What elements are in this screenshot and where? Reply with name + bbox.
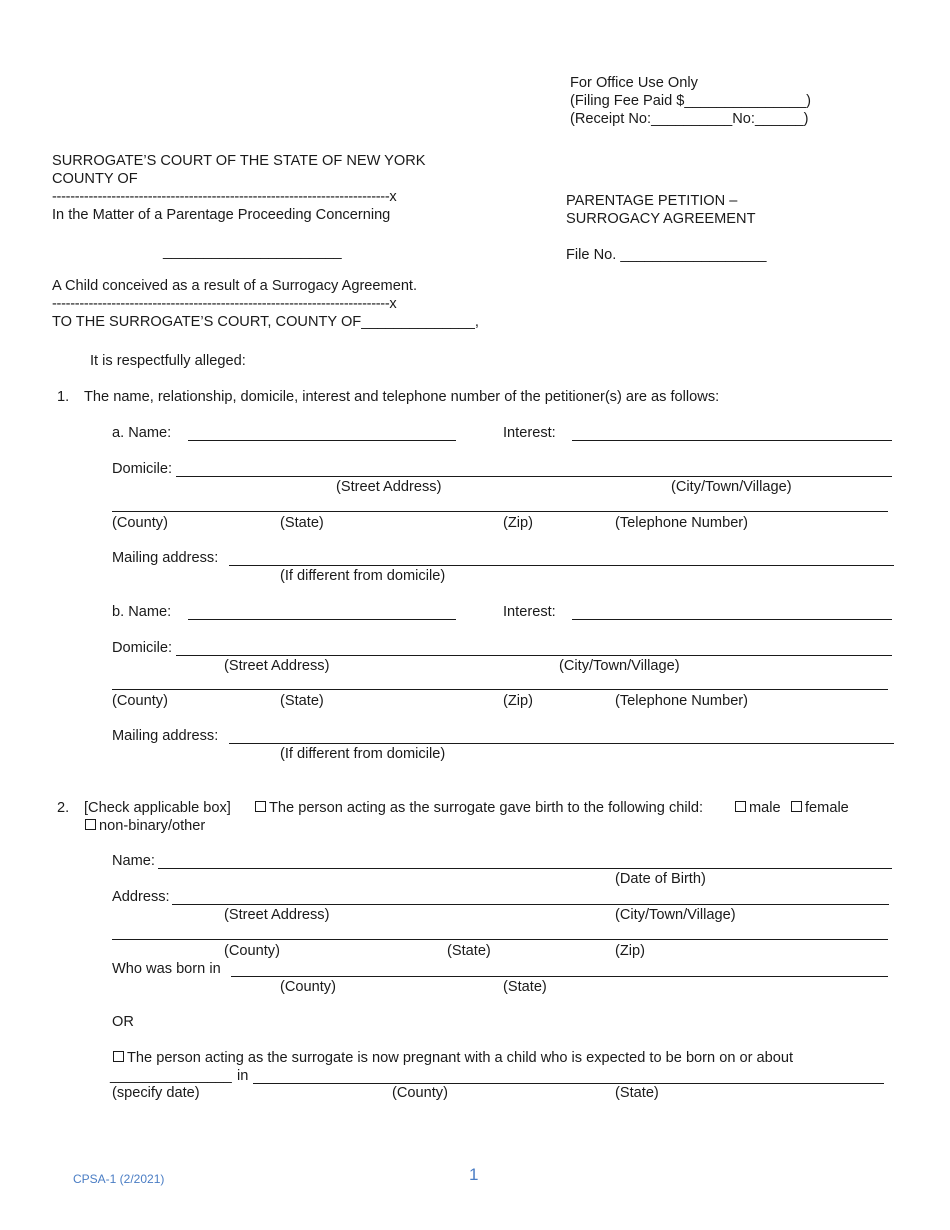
female-label: female <box>805 800 849 816</box>
gave-birth-checkbox[interactable] <box>255 801 266 812</box>
file-number-field[interactable] <box>623 244 783 262</box>
child-address-label: Address: <box>112 889 170 905</box>
petitioner-a-city-caption: (City/Town/Village) <box>671 479 792 495</box>
child-name-label: Name: <box>112 853 155 869</box>
expected-date-blank: _______________ <box>110 1068 232 1084</box>
nonbinary-option[interactable] <box>85 817 205 835</box>
item1-number: 1. <box>57 389 70 405</box>
petitioner-b-name-field[interactable] <box>188 603 460 621</box>
female-option[interactable] <box>791 799 849 817</box>
petitioner-b-state-caption: (State) <box>280 693 324 709</box>
child-county-caption: (County) <box>224 943 280 959</box>
alleged-line: It is respectfully alleged: <box>90 353 246 369</box>
petitioner-a-domicile-label: Domicile: <box>112 461 173 477</box>
matter-line: In the Matter of a Parentage Proceeding Concerning <box>52 207 391 223</box>
expected-county-caption: (County) <box>392 1085 448 1101</box>
court-county-label: COUNTY OF <box>52 171 138 187</box>
petitioner-a-street-caption: (Street Address) <box>336 479 442 495</box>
child-conceived-line: A Child conceived as a result of a Surrogacy Agreement. <box>52 278 418 294</box>
petitioner-b-name-label: b. Name: <box>112 604 172 620</box>
child-name-blank: ______________________ <box>163 244 342 260</box>
petitioner-b-mailing-label: Mailing address: <box>112 728 219 744</box>
petitioner-a-interest-label: Interest: <box>503 425 556 441</box>
child-state-caption: (State) <box>447 943 491 959</box>
male-checkbox[interactable] <box>735 801 746 812</box>
child-city-caption: (City/Town/Village) <box>615 907 736 923</box>
expected-date-input[interactable] <box>110 1066 236 1084</box>
expected-state-caption: (State) <box>615 1085 659 1101</box>
petitioner-a-county-caption: (County) <box>112 515 168 531</box>
petitioner-a-domicile-field[interactable] <box>176 460 896 478</box>
petitioner-b-zip-caption: (Zip) <box>503 693 533 709</box>
petitioner-b-mailing-note: (If different from domicile) <box>280 746 446 762</box>
item2-number: 2. <box>57 800 70 816</box>
petitioner-b-mailing-field[interactable] <box>229 727 898 745</box>
specify-date-caption: (specify date) <box>112 1085 200 1101</box>
petitioner-a-name-field[interactable] <box>188 424 460 442</box>
nonbinary-checkbox[interactable] <box>85 819 96 830</box>
petitioner-a-state-caption: (State) <box>280 515 324 531</box>
child-county-input[interactable] <box>112 923 892 941</box>
gave-birth-text: The person acting as the surrogate gave birth to the following child: <box>269 800 704 816</box>
petitioner-b-county-field[interactable] <box>112 673 892 691</box>
child-zip-caption: (Zip) <box>615 943 645 959</box>
item1-text: The name, relationship, domicile, interest and telephone number of the petitioner(s) are as follows: <box>84 389 720 405</box>
expected-location-input[interactable] <box>253 1067 888 1085</box>
pregnant-text: The person acting as the surrogate is now pregnant with a child who is expected to be born on or about <box>127 1050 794 1066</box>
expected-in-label: in <box>237 1068 249 1084</box>
page-number: 1 <box>469 1165 479 1184</box>
petition-title-line1: PARENTAGE PETITION – <box>566 193 738 209</box>
petitioner-a-mailing-note: (If different from domicile) <box>280 568 446 584</box>
born-county-caption: (County) <box>280 979 336 995</box>
petitioner-a-mailing-label: Mailing address: <box>112 550 219 566</box>
or-separator: OR <box>112 1014 134 1030</box>
file-number: File No. __________________ <box>566 247 767 263</box>
petitioner-a-phone-caption: (Telephone Number) <box>615 515 749 531</box>
petitioner-b-domicile-label: Domicile: <box>112 640 173 656</box>
petitioner-b-interest-field[interactable] <box>572 603 896 621</box>
petition-title-line2: SURROGACY AGREEMENT <box>566 211 756 227</box>
pregnant-checkbox[interactable] <box>113 1051 124 1062</box>
petitioner-a-mailing-field[interactable] <box>229 549 898 567</box>
child-name-field[interactable] <box>163 241 359 259</box>
petitioner-a-county-field[interactable] <box>112 495 892 513</box>
female-checkbox[interactable] <box>791 801 802 812</box>
born-state-caption: (State) <box>503 979 547 995</box>
nonbinary-label: non-binary/other <box>99 818 206 834</box>
child-name-input[interactable] <box>158 852 896 870</box>
petitioner-b-street-caption: (Street Address) <box>224 658 330 674</box>
filing-fee-line: (Filing Fee Paid $_______________) <box>570 93 811 109</box>
pregnant-option[interactable] <box>113 1049 793 1067</box>
petitioner-b-domicile-field[interactable] <box>176 639 896 657</box>
petitioner-b-interest-label: Interest: <box>503 604 556 620</box>
born-in-label: Who was born in <box>112 961 221 977</box>
receipt-line: (Receipt No:__________No:______) <box>570 111 809 127</box>
male-option[interactable] <box>735 799 781 817</box>
office-use-title: For Office Use Only <box>570 75 698 91</box>
child-address-input[interactable] <box>172 888 893 906</box>
gave-birth-option[interactable] <box>255 799 703 817</box>
male-label: male <box>749 800 781 816</box>
date-of-birth-caption: (Date of Birth) <box>615 871 706 887</box>
petitioner-a-name-label: a. Name: <box>112 425 172 441</box>
court-name: SURROGATE’S COURT OF THE STATE OF NEW YORK <box>52 153 426 169</box>
caption-divider-bottom: --------------------------------------------------------------------------x <box>52 296 397 312</box>
child-street-caption: (Street Address) <box>224 907 330 923</box>
petitioner-a-zip-caption: (Zip) <box>503 515 533 531</box>
form-identifier: CPSA-1 (2/2021) <box>73 1172 165 1186</box>
petitioner-b-city-caption: (City/Town/Village) <box>559 658 680 674</box>
petitioner-b-county-caption: (County) <box>112 693 168 709</box>
born-in-input[interactable] <box>231 960 892 978</box>
to-court-line: TO THE SURROGATE’S COURT, COUNTY OF______________, <box>52 314 479 330</box>
petitioner-b-phone-caption: (Telephone Number) <box>615 693 749 709</box>
petitioner-a-interest-field[interactable] <box>572 424 896 442</box>
item2-check-instruction: [Check applicable box] <box>84 800 231 816</box>
caption-divider: --------------------------------------------------------------------------x <box>52 189 397 205</box>
